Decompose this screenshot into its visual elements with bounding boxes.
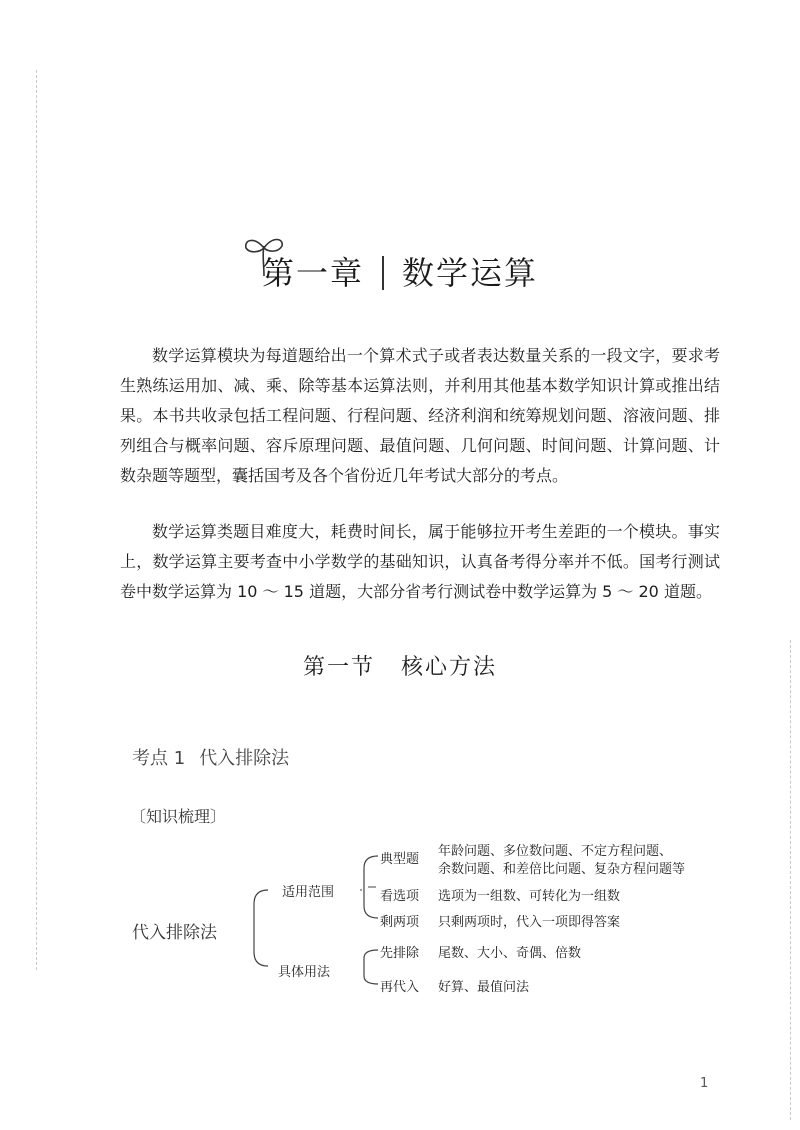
chapter-heading <box>0 228 800 298</box>
branch-usage: 具体用法 <box>278 965 331 980</box>
leaf-text-typical-1: 年龄问题、多位数问题、不定方程问题、 <box>438 844 673 859</box>
leaf-text-typical-2: 余数问题、和差倍比问题、复杂方程问题等 <box>438 862 686 877</box>
chapter-divider <box>382 256 384 290</box>
branch2-bracket <box>364 950 378 984</box>
leaf-label-exclude-first: 先排除 <box>380 946 420 961</box>
section-heading <box>0 650 800 681</box>
intro-paragraph-1: 数学运算模块为每道题给出一个算术式子或者表达数量关系的一段文字，要求考生熟练运用加、减、乘、除等基本运算法则，并利用其他基本数学知识计算或推出结果。本书共收录包括工程问题、行程问题、经济利润和统筹规划问题、溶液问题、排列组合与概率问题、容斥原理问题、最值问题、几何问题、时间问题、计算问题、计数杂题等题型，囊括国考及各个省份近几年考试大部分的考点。 <box>120 346 720 485</box>
intro-paragraph-2: 数学运算类题目难度大，耗费时间长，属于能够拉开考生差距的一个模块。事实上，数学运算主要考查中小学数学的基础知识，认真备考得分率并不低。国考行测试卷中数学运算为 10 ～ 15 道题，大部分省考行测试卷中数学运算为 5 ～ 20 道题。 <box>120 522 720 601</box>
branch-scope: 适用范围 <box>282 885 335 900</box>
chapter-name: 数学运算 <box>402 254 539 292</box>
right-margin-line <box>790 640 791 1120</box>
key-point-number: 考点 1 <box>132 748 186 769</box>
knowledge-tag: 〔知识梳理〕 <box>130 807 227 826</box>
page-number: 1 <box>700 1076 709 1091</box>
leaf-text-substitute: 好算、最值问法 <box>438 980 530 995</box>
section-number: 第一节 <box>302 655 375 680</box>
leaf-label-substitute: 再代入 <box>380 980 420 995</box>
section-title: 核心方法 <box>401 655 498 680</box>
leaf-label-typical: 典型题 <box>380 852 420 867</box>
chapter-number: 第一章 <box>262 254 365 292</box>
leaf-label-two-left: 剩两项 <box>380 915 420 930</box>
key-point-title: 代入排除法 <box>199 748 290 769</box>
mind-map-root: 代入排除法 <box>132 923 217 943</box>
leaf-label-options: 看选项 <box>380 889 420 904</box>
root-bracket <box>254 890 268 966</box>
left-margin-line <box>36 70 37 970</box>
leaf-text-exclude-first: 尾数、大小、奇偶、倍数 <box>438 946 582 961</box>
chapter-title <box>262 248 538 294</box>
leaf-text-two-left: 只剩两项时，代入一项即得答案 <box>438 915 621 930</box>
mind-map <box>110 838 750 1008</box>
key-point-heading <box>132 744 289 770</box>
leaf-text-options: 选项为一组数、可转化为一组数 <box>438 889 621 904</box>
